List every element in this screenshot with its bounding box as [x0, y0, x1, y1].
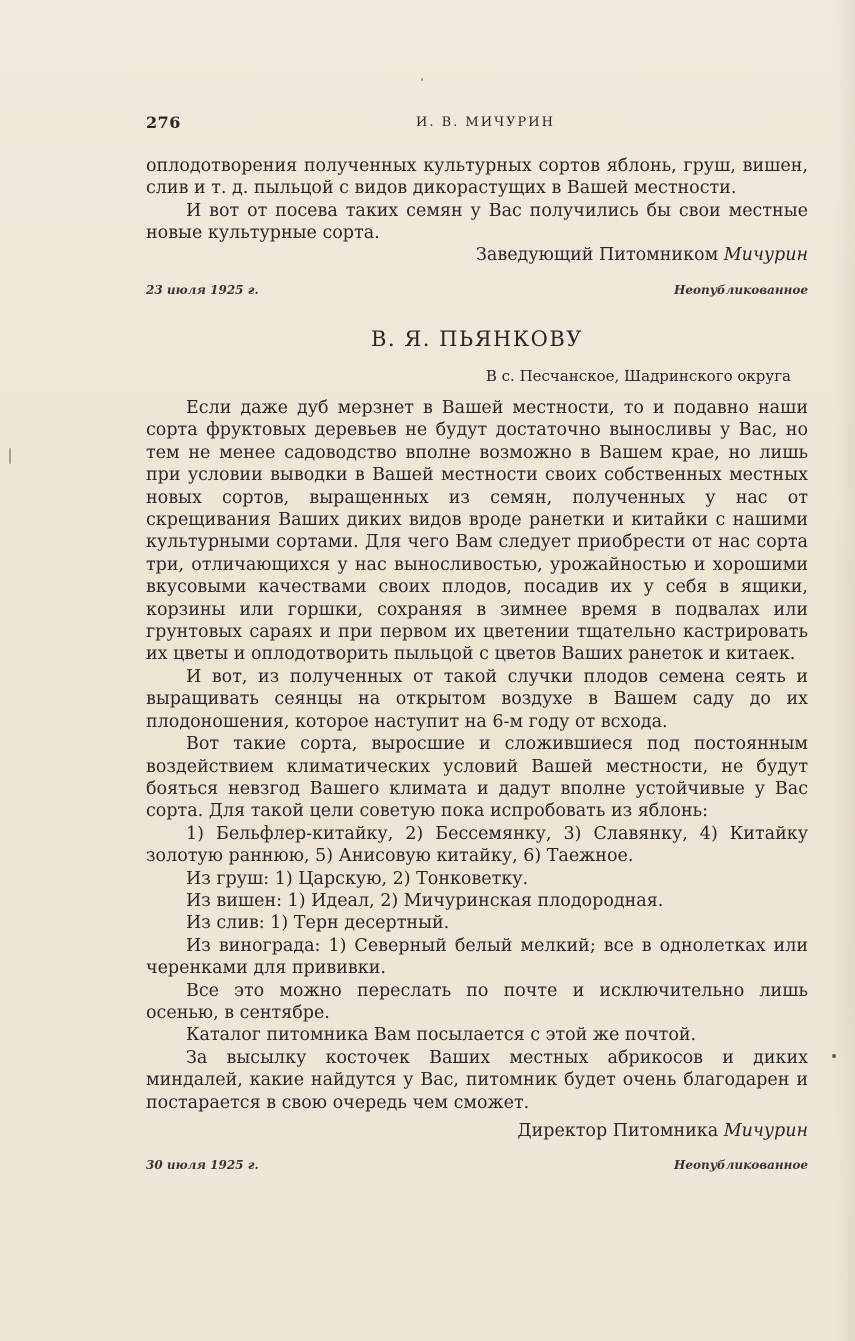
paragraph: За высылку косточек Ваших местных абрикосов и диких миндалей, какие найдутся у Вас, питомник будет очень благодарен и постарается в свою очередь чем сможет.	[146, 1047, 808, 1113]
scan-speck	[421, 78, 423, 81]
letter-date: 23 июля 1925 г.	[146, 283, 259, 297]
publication-status: Неопубликованное	[674, 1158, 808, 1172]
signature-name: Мичурин	[723, 245, 808, 265]
letter1-signature	[476, 245, 808, 265]
scan-speck	[832, 1054, 836, 1058]
page-spine-shadow	[833, 0, 855, 1341]
running-head: И. В. МИЧУРИН	[416, 115, 555, 130]
paragraph: Из винограда: 1) Северный белый мелкий; все в однолетках или черенками для прививки.	[146, 935, 808, 979]
paragraph: 1) Бельфлер-китайку, 2) Бессемянку, 3) Славянку, 4) Китайку золотую раннюю, 5) Анисовую китайку, 6) Таежное.	[146, 823, 808, 867]
paragraph: оплодотворения полученных культурных сортов яблонь, груш, вишен, слив и т. д. пыльцой с видов дикорастущих в Вашей местности.	[146, 156, 808, 199]
letter2-signature	[517, 1121, 808, 1141]
letter2-body	[146, 397, 808, 1114]
paragraph: Каталог питомника Вам посылается с этой же почтой.	[186, 1025, 697, 1046]
letter1-meta	[146, 283, 808, 301]
paragraph: Если даже дуб мерзнет в Вашей местности, то и подавно наши сорта фруктовых деревьев не будут достаточно выносливы у Вас, но тем не менее садоводство вполне возможно в Вашем крае, но лишь при условии выводки в Вашей местности своих собственных местных новых сортов, выращенных из семян, полученных у нас от скрещивания Ваших диких видов вроде ранетки и китайки с нашими культурными сортами. Для чего Вам следует приобрести от нас сорта три, отличающихся у нас выносливостью, урожайностью и хорошими вкусовыми качествами своих плодов, посадив их у себя в ящики, корзины или горшки, сохраняя в зимнее время в подвалах или грунтовых сараях и при первом их цветении тщательно кастрировать их цветы и оплодотворить пыльцой с цветов Ваших ранеток и китаек.	[146, 398, 808, 665]
paragraph: Из слив: 1) Терн десертный.	[186, 913, 450, 934]
paragraph: Из вишен: 1) Идеал, 2) Мичуринская плодородная.	[186, 890, 664, 911]
paragraph: И вот от посева таких семян у Вас получились бы свои местные новые культурные сорта.	[146, 200, 808, 244]
paragraph: И вот, из полученных от такой случки плодов семена сеять и выращивать сеянцы на открытом воздухе в Вашем саду до их плодоношения, которое наступит на 6-м году от всхода.	[146, 666, 808, 732]
paragraph: Вот такие сорта, выросшие и сложившиеся под постоянным воздействием климатических условий Вашей местности, не будут бояться невзгод Вашего климата и дадут вполне устойчивые у Вас сорта. Для такой цели советую пока испробовать из яблонь:	[146, 734, 808, 822]
paragraph: Из груш: 1) Царскую, 2) Тонковетку.	[186, 868, 529, 889]
paragraph: Все это можно переслать по почте и исключительно лишь осенью, в сентябре.	[146, 980, 808, 1023]
letter-address: В с. Песчанское, Шадринского округа	[485, 367, 791, 385]
letter-title: В. Я. ПЬЯНКОВУ	[371, 327, 583, 351]
publication-status: Неопубликованное	[674, 283, 808, 297]
signature-title: Директор Питомника	[517, 1121, 719, 1141]
letter1-body	[146, 155, 808, 245]
letter-date: 30 июля 1925 г.	[146, 1158, 259, 1172]
page-number: 276	[146, 113, 181, 132]
letter2-meta	[146, 1158, 808, 1176]
signature-name: Мичурин	[723, 1121, 808, 1141]
scan-mark	[9, 448, 11, 464]
page-header	[146, 113, 808, 137]
signature-title: Заведующий Питомником	[476, 245, 719, 265]
